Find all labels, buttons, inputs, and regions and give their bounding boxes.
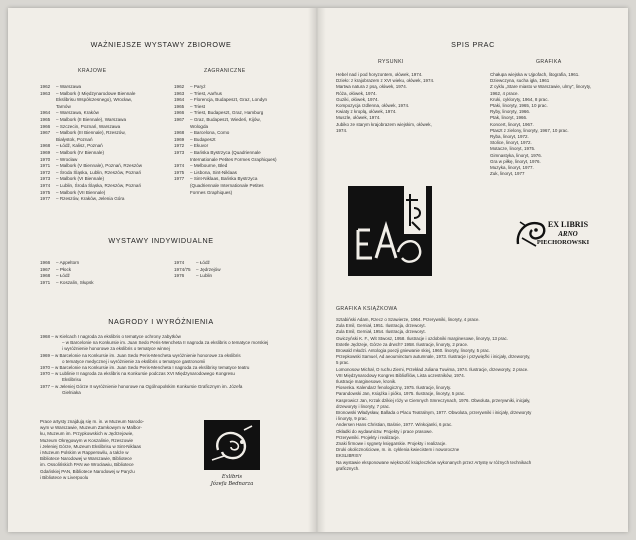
exhibition-place: – Malbork (III Biennale), Rzeszów, bbox=[56, 130, 126, 136]
exhibition-place: – Malbork (IV Biennale) bbox=[56, 149, 105, 155]
exhibition-year bbox=[174, 124, 190, 131]
exhibition-place: – Ekuvor bbox=[190, 143, 209, 149]
exhibition-row bbox=[40, 196, 142, 203]
award-line: i wyróżnienie honorowe za ekslibris o tematyce winnej bbox=[62, 346, 170, 352]
book-graphic-item: i linoryty, 9 prac. bbox=[336, 416, 368, 422]
exhibition-place: – Lublin bbox=[196, 273, 213, 279]
exhibition-year: 1966 bbox=[174, 110, 185, 116]
exhibition-year: 1970 bbox=[40, 156, 51, 162]
exhibition-year: 1968 bbox=[40, 143, 51, 149]
graphic-item: Chałupa wiejska w Ujpofach, litografia, 1961. bbox=[490, 72, 580, 77]
exhibition-row bbox=[174, 163, 277, 170]
exhibition-place: – Rzeszów, Kraków, Jelenia Góra bbox=[56, 196, 125, 202]
graphic-item: Ryby, linoryty, 1966. bbox=[490, 109, 531, 115]
exhibition-row bbox=[174, 130, 277, 137]
graphic-item: Gra w piłkę, linoryt, 1976. bbox=[490, 158, 541, 164]
piechorowski-line-2: ARNO bbox=[558, 230, 578, 238]
exhibition-year: 1963 bbox=[174, 90, 185, 96]
graphic-item: Motacze, linoryt, 1975. bbox=[490, 146, 536, 152]
bednarz-bookplate-icon bbox=[204, 420, 260, 470]
bookplate-caption-1: Exlibris bbox=[221, 474, 243, 480]
award-line: 1977 – w Jeleniej Górze II wyróżnienie honorowe na Ogólnopolskim Konkursie Graficznym im. Józefa bbox=[40, 383, 243, 389]
exhibition-row bbox=[40, 137, 142, 144]
exhibition-row bbox=[40, 150, 142, 157]
drawing-item: Martwa natura z psą, ołówek, 1974. bbox=[336, 84, 408, 90]
exhibition-year: 1965 bbox=[174, 103, 185, 109]
graphic-item: Ptaki, linoryty, 1965, 10 prac. bbox=[490, 103, 548, 109]
exhibition-place: – Florencja, Budapeszt, Graz, Londyn bbox=[190, 97, 268, 103]
exhibition-year: 1963 bbox=[40, 90, 51, 96]
exhibition-row bbox=[40, 91, 142, 98]
exhibition-place: – Melbourne, Bled bbox=[190, 163, 228, 169]
exhibition-row bbox=[40, 84, 142, 91]
collections-line: wym w Warszawie, Muzeum Zamkowym w Malbor- bbox=[40, 425, 142, 431]
exhibition-year: 1977 bbox=[40, 196, 51, 202]
collections-line: i Bibliotece w Liverpoolu bbox=[40, 474, 89, 480]
piechorowski-line-3: PIECHOROWSKI bbox=[536, 239, 590, 246]
exhibition-row bbox=[40, 157, 142, 164]
book-graphic-item: Zula Emil, Gerniał, 1951. Ilustracja, drzeworyt. bbox=[336, 323, 426, 329]
book-spread bbox=[8, 8, 628, 532]
exhibition-row bbox=[174, 190, 277, 197]
book-graphic-item: Estetle Jędrzeje, Górze za drwch? 1958. Ilustracje, linoryty, 2 prace. bbox=[336, 341, 469, 347]
graphic-item: Zuk, linoryt, 1977 bbox=[490, 171, 525, 177]
individual-exhibitions-left bbox=[40, 260, 94, 286]
exhibition-year: 1971 bbox=[40, 279, 51, 285]
book-graphic-item: drzeworyty i linoryty, 7 prac. bbox=[336, 403, 391, 409]
exhibition-row bbox=[40, 97, 142, 104]
book-graphic-item: Kasprowicz Jan, Krzak dzikiej róży w Ciemnych Smreczynach, 1976. Obwoluta, przerywniki, inicjały, bbox=[336, 397, 531, 403]
book-graphics-header: GRAFIKA KSIĄŻKOWA bbox=[336, 306, 398, 312]
exhibition-row bbox=[174, 117, 277, 124]
individual-exhibitions-right bbox=[174, 260, 221, 280]
collections-line: i Jeleniej Górze, Muzeum Ekslibrisu w Sint-Niklaas bbox=[40, 443, 142, 449]
exhibition-row bbox=[174, 143, 277, 150]
piechorowski-bookplate bbox=[514, 218, 594, 252]
exhibition-row bbox=[40, 117, 142, 124]
exhibition-place: – Paryż bbox=[190, 84, 206, 89]
drawings-header: RYSUNKI bbox=[378, 59, 404, 65]
graphic-item: Ptaszt z zielony, linoryty, 1967, 10 prac. bbox=[490, 127, 569, 133]
monogram-bookplate-icon bbox=[348, 186, 432, 276]
book-graphics-list bbox=[336, 317, 531, 472]
exhibition-year: 1974 bbox=[40, 182, 51, 188]
exhibition-place: – Jędrzejów bbox=[196, 266, 221, 272]
exhibition-place: – Lisbona, Sint-Niklaas bbox=[190, 169, 237, 175]
award-line: Ekslibrisu bbox=[62, 377, 82, 383]
exhibition-row bbox=[40, 190, 142, 197]
award-line: o tematyce medycznej i wyróżnienie za ekslibris o tematyce gastronomii bbox=[62, 358, 206, 364]
exhibition-place: – Sint-Niklaas, Bańska Bystrzyca bbox=[190, 176, 258, 182]
exhibition-year: 1969 bbox=[40, 149, 51, 155]
graphic-item: Ryba, linoryt, 1972. bbox=[490, 134, 529, 140]
piechorowski-line-1: EX LIBRIS bbox=[547, 220, 589, 229]
exhibition-row bbox=[40, 130, 142, 137]
monogram-bookplate bbox=[348, 186, 432, 276]
exhibition-place: Formes Graphiques) bbox=[190, 189, 233, 195]
exhibition-row bbox=[40, 280, 94, 287]
exhibition-row bbox=[174, 157, 277, 164]
exhibition-place: – Triest, Budapeszt, Graz, Hamburg bbox=[190, 110, 264, 116]
exhibition-place: – Malbork (VII Biennale) bbox=[56, 189, 106, 195]
exhibition-row bbox=[174, 273, 221, 280]
collections-line: Prace artysty znajdują się m. in. w Muzeum Narodo- bbox=[40, 419, 145, 424]
exhibition-place: – Budapeszt bbox=[190, 136, 216, 142]
book-graphic-item: Lomonosow Michał, O ruchu Ziemi, Przekład Juliana Tuwima, 1974. Ilustracje, drzeworyty, 2 prace. bbox=[336, 366, 529, 372]
exhibition-row bbox=[174, 110, 277, 117]
exhibition-place: – Malbork (I Międzynarodowe Biennale bbox=[56, 90, 136, 96]
exhibition-year: 1972 bbox=[40, 169, 51, 175]
award-line: 1970 – w Lublinie II nagroda za ekslibris na Konkursie podczas XVI Międzynarodowego Kongresu bbox=[40, 371, 235, 377]
exhibition-row bbox=[174, 137, 277, 144]
collections-line: Gdańskiej PAN, Bibliotece Narodowej w Paryżu bbox=[40, 468, 135, 474]
awards-list bbox=[40, 334, 268, 396]
exhibition-place: Wologda bbox=[190, 123, 209, 129]
book-graphic-item: Piosenka. Kalendarz fenologiczny, 1975. Ilustracje, linoryty. bbox=[336, 385, 452, 391]
exhibition-year: 1973 bbox=[40, 176, 51, 182]
book-graphic-item: Andersen Hans Christian, Baśnie, 1977. Winkojanki, 6 prac. bbox=[336, 422, 453, 428]
exhibition-year: 1966 bbox=[40, 123, 51, 129]
exhibition-year: 1962 bbox=[40, 84, 51, 89]
exhibition-year: 1971 bbox=[40, 163, 51, 169]
individual-exhibitions-title: WYSTAWY INDYWIDUALNE bbox=[108, 236, 214, 245]
exhibition-row bbox=[174, 91, 277, 98]
exhibition-place: Ekslibrisu Współczesnego), Wrocław, bbox=[56, 97, 132, 103]
drawing-item: Guziki, ołówek, 1974. bbox=[336, 96, 379, 102]
exhibition-place: (Quadriennale Internationale Petites bbox=[190, 182, 264, 188]
exhibition-year: 1966 bbox=[40, 260, 51, 265]
collections-line: Muzeum Okręgowym w Koszalinie, Rzeszowie bbox=[40, 437, 134, 443]
graphic-item: Stolice, linoryt, 1972. bbox=[490, 140, 532, 146]
collections-paragraph bbox=[40, 419, 144, 481]
drawing-item: Muszle, ołówek, 1974. bbox=[336, 115, 381, 121]
graphic-item: Muzyka, linoryt, 1977. bbox=[490, 165, 534, 171]
exhibition-place: – Malbork (II Biennale), Warszawa bbox=[56, 116, 127, 122]
exhibition-year: 1975 bbox=[174, 169, 185, 175]
collections-line: Bibliotece Narodowej w Warszawie, Bibliotece bbox=[40, 456, 132, 462]
exhibition-year bbox=[174, 157, 190, 164]
book-graphic-item: VIII Międzynarodowy Kongres Bibliofilów, Lista uczestników, 1974. bbox=[336, 372, 465, 378]
collections-line: i Muzeum Polskim w Rapperswilu, a także w bbox=[40, 450, 129, 456]
book-graphic-item: Bronowski Władysław, Ballada o Placu Teatralnym, 1977. Obwoluta, przerywniki i inicjały, drzeworyty bbox=[336, 410, 532, 416]
book-graphic-item: Zula Emil, Gerniał, 1954. Ilustracja, drzeworyt. bbox=[336, 329, 426, 335]
exhibition-row bbox=[40, 176, 142, 183]
exhibition-place: Tarnów bbox=[56, 103, 71, 109]
exhibition-place: Białystok, Poznań bbox=[56, 136, 93, 142]
exhibition-year: 1974 bbox=[174, 163, 185, 169]
drawing-item: Dzieło: z krajobrazem z XVI wieku, ołówek, 1974. bbox=[336, 78, 435, 84]
exhibition-row bbox=[40, 260, 94, 267]
book-graphic-item: Parandowski Jan, Książka i pióko, 1975. Ilustracje, linoryty, 5 prac. bbox=[336, 391, 466, 397]
exhibition-year: 1972 bbox=[174, 143, 185, 149]
exhibition-year: 1964 bbox=[40, 110, 51, 116]
exhibition-row bbox=[40, 183, 142, 190]
exhibition-place: – Łódź bbox=[56, 273, 70, 279]
exhibition-row bbox=[40, 110, 142, 117]
book-graphic-item: Na wystawie eksponowane większość książeczków wykonanych przez Artystę w różnych technikach bbox=[336, 459, 532, 465]
exhibition-year: 1962 bbox=[174, 84, 185, 89]
exhibition-year: 1977 bbox=[174, 176, 185, 182]
exhibition-row bbox=[174, 260, 221, 267]
drawing-item: 1974. bbox=[336, 127, 348, 133]
exhibition-year: 1968 bbox=[40, 273, 51, 279]
drawing-item: Hebel nad i pod horyzontem, ołówek, 1974. bbox=[336, 72, 423, 77]
award-line: 1969 – w Barcelonie na Konkursie im. Juan Sedo Peris-Mencheta wyróżnienie honorowe za ekslibris bbox=[40, 352, 241, 358]
exhibition-row bbox=[174, 150, 277, 157]
exhibition-row bbox=[40, 124, 142, 131]
collections-line: ku, Muzeum im. Przypkowskich w Jędrzejowie, bbox=[40, 431, 134, 437]
drawing-item: Kompozycja rzdlenna, ołówek, 1974. bbox=[336, 103, 410, 109]
graphic-item: Ptak, linoryt, 1966. bbox=[490, 115, 528, 121]
exhibition-year: 1973 bbox=[174, 149, 185, 155]
awards-title: NAGRODY I WYRÓŻNIENIA bbox=[108, 317, 214, 326]
exhibition-year: 1968 bbox=[174, 130, 185, 136]
exhibition-row bbox=[174, 124, 277, 131]
exhibition-place: – Barcelona, Como bbox=[190, 130, 230, 136]
graphics-header: GRAFIKA bbox=[536, 59, 562, 65]
exhibition-place: – Łódź, Kalisz, Poznań bbox=[56, 143, 103, 149]
drawings-list bbox=[336, 72, 434, 134]
book-graphic-item: Druki okolicznościowe, m. in. cyklenia kwiecistem i noworoczne bbox=[336, 447, 460, 453]
foreign-header: ZAGRANICZNE bbox=[204, 68, 246, 74]
right-page bbox=[318, 8, 628, 532]
graphic-item: Kruki, cykloryty, 1964, 8 prac. bbox=[490, 96, 549, 102]
exhibition-place: – Środa Śląska, Lublin, Rzeszów, Poznań bbox=[56, 169, 142, 175]
exhibition-place: – Malbork (V Biennale), Poznań, Rzeszów bbox=[56, 163, 143, 169]
book-graphic-item: Przepkowski Samuel, Ad aeouminctum autumnale, 1973. Ilustracje i przywięźki i inicjały, drzeworyty, bbox=[336, 354, 531, 360]
exhibition-place: – Graz, Budapeszt, Wiedeń, Kijów, bbox=[190, 116, 261, 122]
collections-line: im. Ossolińskich PAN we Wrocławiu, Bibliotece bbox=[40, 462, 134, 468]
exhibition-year bbox=[40, 137, 56, 144]
exhibition-year: 1967 bbox=[174, 116, 185, 122]
graphic-item: Z cyklu „Stare miasto w Warszawie, ulmy”, linoryty, bbox=[490, 84, 592, 90]
exhibition-place: – Koszalin, Słupsk bbox=[56, 279, 94, 285]
book-graphic-item: Browald młodzi. Antologia poezji gniewanie skiej, 1960. linoryty, linoryty, 5 prac. bbox=[336, 348, 491, 354]
exhibition-row bbox=[174, 267, 221, 274]
exhibition-row bbox=[40, 267, 94, 274]
award-line: 1970 – w Barcelonie na Konkursie im. Juan Sedo Peris-Mencheta I nagroda za ekslibrisy tematyce teatru bbox=[40, 365, 250, 371]
book-graphic-item: graficznych. bbox=[336, 465, 360, 471]
book-graphic-item: Ilustracje marginesowe, kronik. bbox=[336, 379, 397, 385]
exhibition-place: – Malbork (VI Biennale) bbox=[56, 176, 105, 182]
book-graphic-item: Gwiczyński K. F., Wit Stwosz, 1958. Ilustracje i ozdobniki marginesowe, linoryty, 13 prac. bbox=[336, 335, 508, 341]
book-graphic-item: Znaki firmowe i sygnety księgarskie. Projekty i realizacje. bbox=[336, 441, 447, 447]
exhibition-place: – Szczecin, Poznań, Warszawa bbox=[56, 123, 121, 129]
book-graphic-item: Okładki do wydawnictw. Projekty i prace prasowe. bbox=[336, 428, 433, 434]
exhibition-year: 1975 bbox=[40, 189, 51, 195]
exhibition-year: 1974 bbox=[174, 260, 185, 265]
exhibition-place: – Warszawa, Kraków bbox=[56, 110, 99, 116]
exhibition-place: – Łódź bbox=[196, 260, 210, 265]
exhibition-year: 1969 bbox=[174, 136, 185, 142]
book-graphic-item: Przerywniki. Projekty i realizacje. bbox=[336, 434, 400, 440]
drawing-item: Róża, ołówek, 1974. bbox=[336, 90, 377, 96]
exhibition-place: – Wrocław bbox=[56, 156, 78, 162]
graphic-item: Koncert, linoryt, 1967. bbox=[490, 121, 534, 127]
exhibition-row bbox=[40, 170, 142, 177]
exhibition-year: 1967 bbox=[40, 266, 51, 272]
exhibition-year bbox=[40, 104, 56, 111]
group-exhibitions-title: WAŻNIEJSZE WYSTAWY ZBIOROWE bbox=[90, 40, 232, 49]
bednarz-bookplate bbox=[204, 420, 260, 470]
exhibition-year: 1976 bbox=[174, 273, 185, 279]
exhibition-year bbox=[174, 183, 190, 190]
book-graphic-item: EKSLIBRISY bbox=[336, 453, 362, 459]
exhibition-row bbox=[174, 104, 277, 111]
exhibition-row bbox=[40, 143, 142, 150]
exhibition-row bbox=[174, 170, 277, 177]
exhibition-year: 1965 bbox=[40, 116, 51, 122]
exhibition-year: 1964 bbox=[174, 97, 185, 103]
exhibition-row bbox=[40, 104, 142, 111]
drawing-item: Jubiko ze starym krajobrazem wiejskim, ołówek, bbox=[336, 121, 432, 127]
exhibition-place: – Warszawa bbox=[56, 84, 82, 89]
exhibition-place: – Triest bbox=[190, 103, 206, 109]
works-list-title: SPIS PRAC bbox=[451, 40, 495, 49]
domestic-exhibitions-list bbox=[40, 84, 142, 203]
exhibition-row bbox=[174, 176, 277, 183]
graphic-item: Gimnastyka, linoryt, 1976. bbox=[490, 152, 543, 158]
exhibition-place: – Lublin, Środa Śląska, Rzeszów, Poznań bbox=[56, 182, 142, 188]
left-page bbox=[8, 8, 314, 532]
exhibition-place: – Appeltorn bbox=[56, 260, 80, 265]
exhibition-row bbox=[174, 84, 277, 91]
book-graphic-item: 5 prac. bbox=[336, 360, 350, 366]
exhibition-row bbox=[174, 183, 277, 190]
graphic-item: 1962, 4 prace. bbox=[490, 90, 519, 96]
book-graphic-item: Sztabiński Adam, Rzecz o Szawierze, 1964. Przerywniki, linoryty, 4 prace. bbox=[336, 317, 480, 322]
exhibition-row bbox=[40, 273, 94, 280]
exhibition-place: – Płock bbox=[56, 266, 72, 272]
exhibition-year bbox=[174, 190, 190, 197]
domestic-header: KRAJOWE bbox=[78, 68, 107, 74]
exhibition-year: 1974/75 bbox=[174, 266, 191, 272]
exhibition-row bbox=[40, 163, 142, 170]
award-line: Gielniaka bbox=[62, 389, 81, 395]
bookplate-caption-2: Józefa Bednarza bbox=[210, 481, 254, 487]
award-line: – w Barcelonie na Konkursie im. Juan Sedo Peris-Mencheta II nagroda za ekslibris o tematyce morskiej bbox=[62, 340, 269, 346]
graphics-list bbox=[490, 72, 591, 177]
exhibition-place: – Bańska Bystrzyca (Quadriennale bbox=[190, 149, 261, 155]
exhibition-place: Internationale Petites Formes Graphiques) bbox=[190, 156, 277, 162]
exhibition-row bbox=[174, 97, 277, 104]
exhibition-place: – Triest, Aarhus bbox=[190, 90, 222, 96]
drawing-item: Kwiaty z kroplą, ołówek, 1974. bbox=[336, 109, 397, 115]
exhibition-year bbox=[40, 97, 56, 104]
exhibition-year: 1967 bbox=[40, 130, 51, 136]
graphic-item: Dziewczyna, sucha igła, 1961 bbox=[490, 78, 550, 84]
foreign-exhibitions-list bbox=[174, 84, 277, 196]
award-line: 1968 – w Kielcach I nagroda za ekslibris o tematyce ochrony zabytków bbox=[40, 334, 181, 339]
